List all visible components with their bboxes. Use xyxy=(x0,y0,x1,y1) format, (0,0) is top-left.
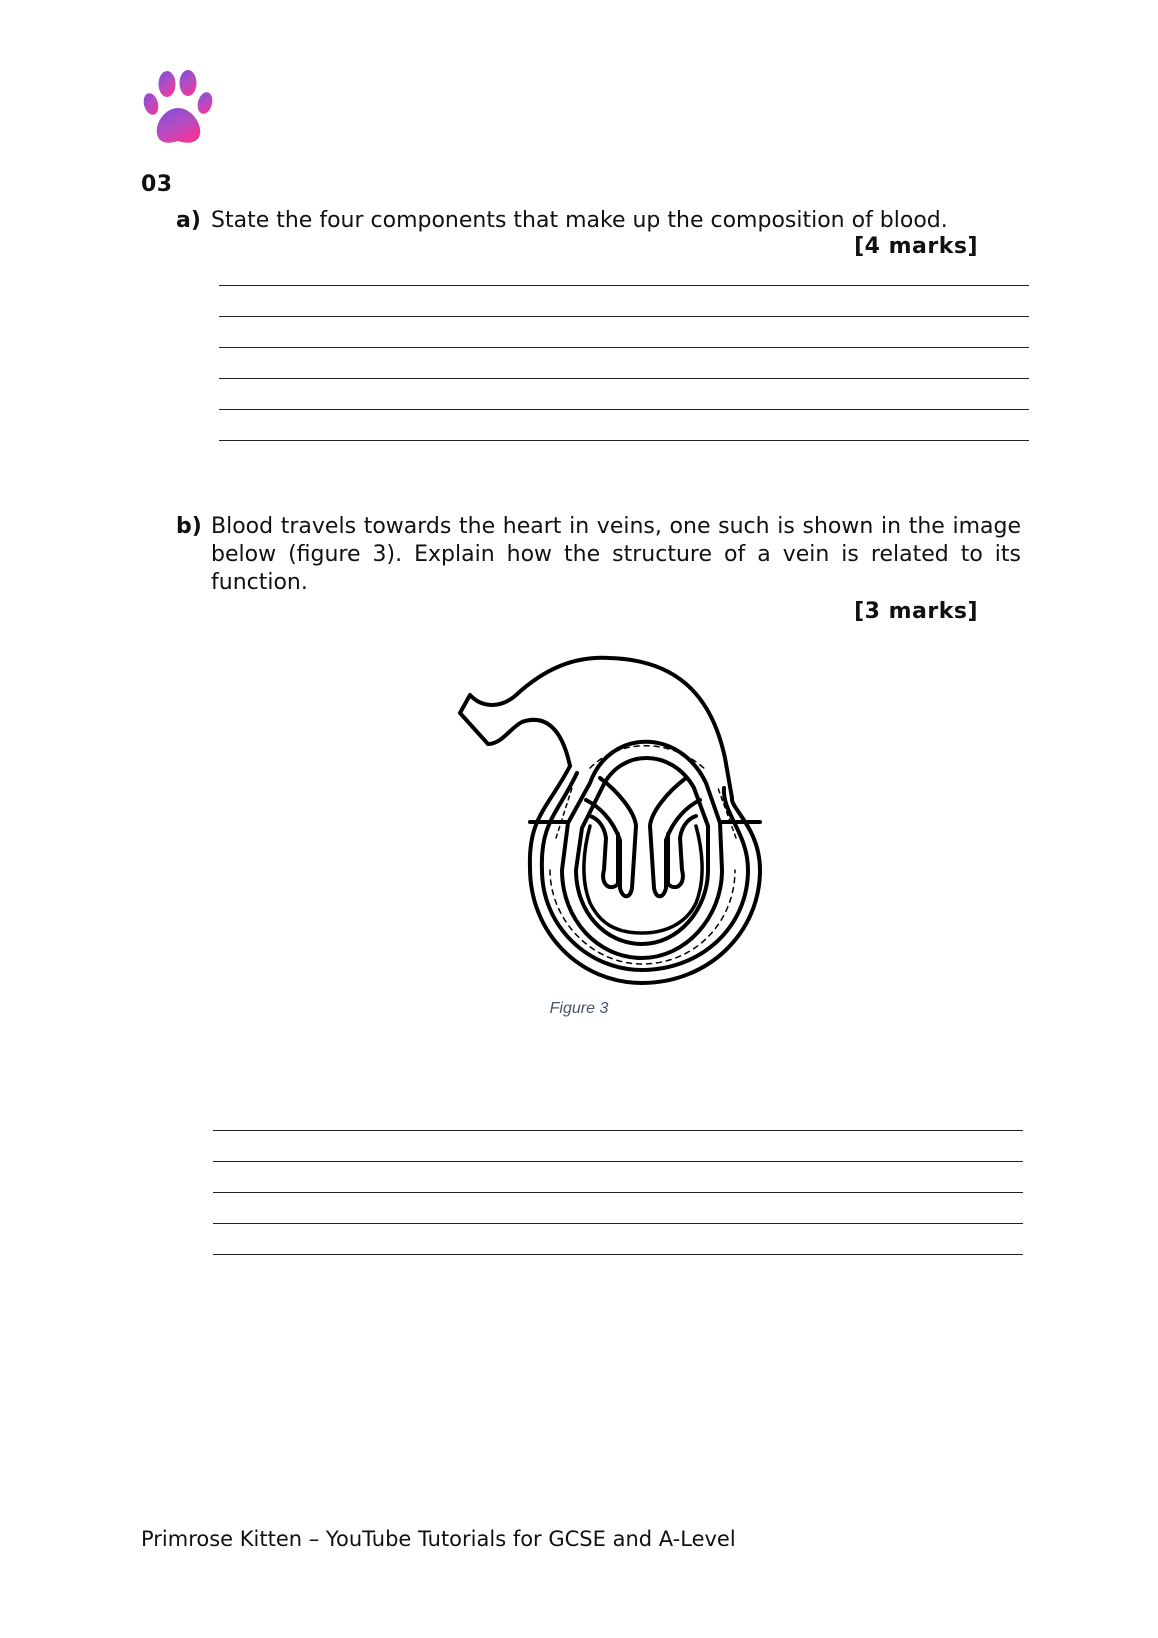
part-b-text: Blood travels towards the heart in veins, one such is shown in the image below (figure 3). Explain how the structure of a vein is related to its function. xyxy=(211,514,1021,595)
part-b-label: b) xyxy=(176,514,202,539)
part-b-marks: [3 marks] xyxy=(854,599,978,624)
question-number: 03 xyxy=(141,172,173,197)
part-a-label: a) xyxy=(176,208,201,233)
figure-caption: Figure 3 xyxy=(549,1000,609,1017)
answer-line[interactable] xyxy=(213,1223,1023,1224)
answer-line[interactable] xyxy=(213,1130,1023,1131)
answer-line[interactable] xyxy=(219,347,1029,348)
part-a-text: State the four components that make up the composition of blood. xyxy=(211,208,948,233)
answer-line[interactable] xyxy=(219,285,1029,286)
answer-line[interactable] xyxy=(213,1192,1023,1193)
paw-print-icon xyxy=(143,68,215,148)
part-a-marks: [4 marks] xyxy=(854,234,978,259)
answer-line[interactable] xyxy=(219,378,1029,379)
answer-line[interactable] xyxy=(219,440,1029,441)
answer-line[interactable] xyxy=(213,1161,1023,1162)
paw-print-logo xyxy=(143,68,215,148)
vein-valve-icon xyxy=(450,648,790,988)
page-footer: Primrose Kitten – YouTube Tutorials for GCSE and A-Level xyxy=(141,1527,736,1551)
answer-line[interactable] xyxy=(219,316,1029,317)
answer-line[interactable] xyxy=(213,1254,1023,1255)
vein-valve-diagram xyxy=(450,648,790,988)
answer-line[interactable] xyxy=(219,409,1029,410)
